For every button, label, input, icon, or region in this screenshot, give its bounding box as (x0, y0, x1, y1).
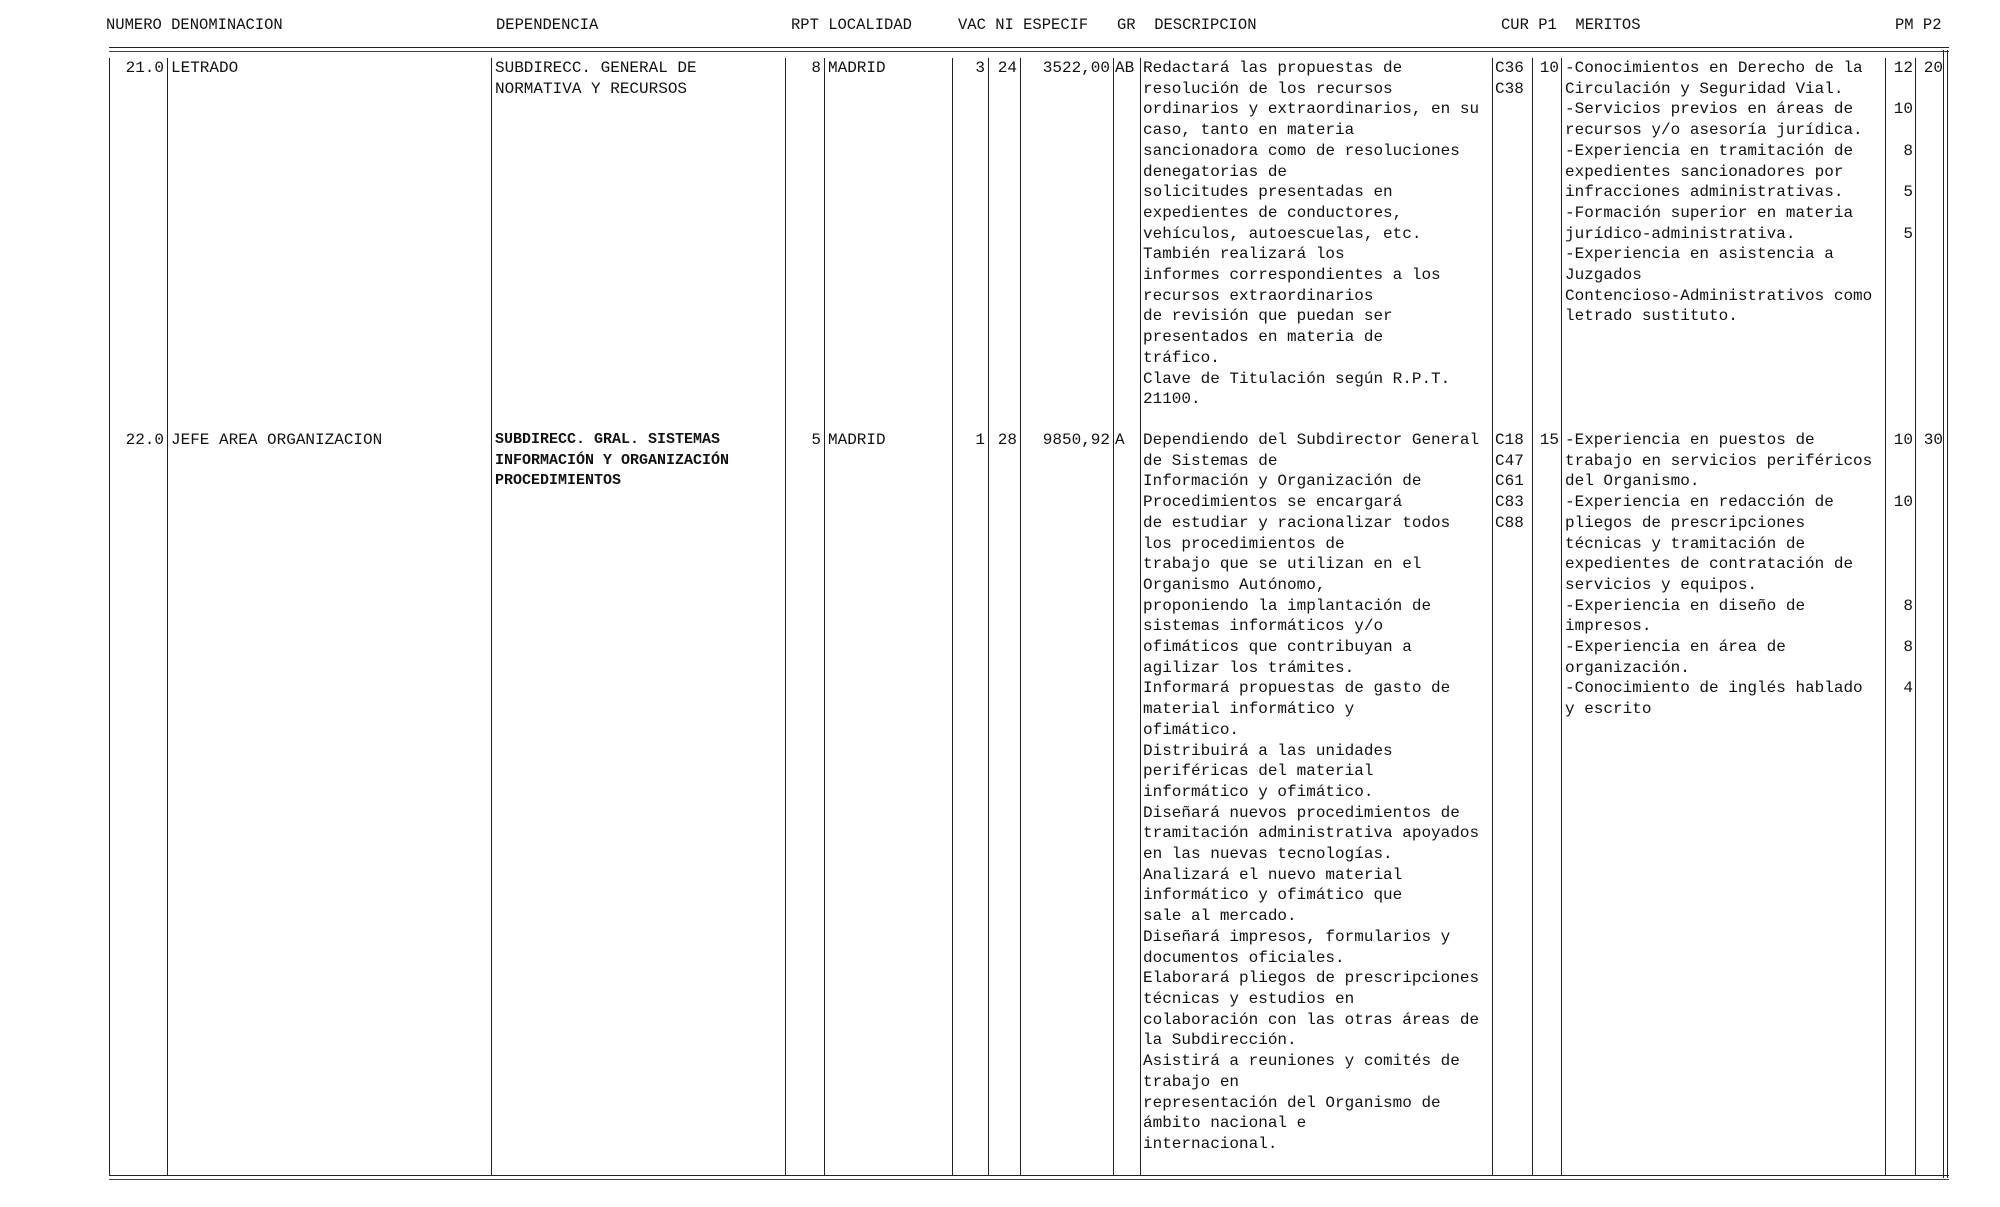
localidad-cell: MADRID (824, 430, 952, 1175)
pm-cell: 12 10 8 5 5 (1885, 58, 1915, 430)
header-cur-p1-meritos: CUR P1 MERITOS (1501, 16, 1641, 34)
localidad-cell: MADRID (824, 58, 952, 430)
denominacion-cell: LETRADO (167, 58, 491, 430)
especif-cell: 3522,00 (1020, 58, 1113, 430)
header-rpt-localidad: RPT LOCALIDAD (791, 16, 912, 34)
header-rule (109, 47, 1949, 48)
header-gr-descripcion: GR DESCRIPCION (1117, 16, 1257, 34)
dependencia-cell: SUBDIRECC. GENERAL DE NORMATIVA Y RECURSOS (491, 58, 785, 430)
rpt-cell: 5 (785, 430, 824, 1175)
vac-cell: 3 (952, 58, 988, 430)
descripcion-cell: Dependiendo del Subdirector General de Sistemas de Información y Organización de Procedimientos se encargará de estudiar y racionalizar todos los procedimientos de trabajo que se utilizan en el Organismo Autónomo, proponiendo la implantación de sistemas informáticos y/o ofimáticos que contribuyan a agilizar los trámites. Informará propuestas de gasto de material informático y ofimático. Distribuirá a las unidades periféricas del material informático y ofimático. Diseñará nuevos procedimientos de tramitación administrativa apoyados en las nuevas tecnologías. Analizará el nuevo material informático y ofimático que sale al mercado. Diseñará impresos, formularios y documentos oficiales. Elaborará pliegos de prescripciones técnicas y estudios en colaboración con las otras áreas de la Subdirección. Asistirá a reuniones y comités de trabajo en representación del Organismo de ámbito nacional e internacional. (1140, 430, 1492, 1175)
p2-cell: 20 (1915, 58, 1945, 430)
p2-cell: 30 (1915, 430, 1945, 1175)
header-vac-ni-especif: VAC NI ESPECIF (958, 16, 1089, 34)
header-pm-p2: PM P2 (1895, 16, 1942, 34)
p1-cell: 10 (1532, 58, 1561, 430)
header-dependencia: DEPENDENCIA (496, 16, 599, 34)
table-row (0, 58, 2000, 430)
p1-cell: 15 (1532, 430, 1561, 1175)
descripcion-cell: Redactará las propuestas de resolución de los recursos ordinarios y extraordinarios, en su caso, tanto en materia sancionadora como de resoluciones denegatorias de solicitudes presentadas en expedientes de conductores, vehículos, autoescuelas, etc. También realizará los informes correspondientes a los recursos extraordinarios de revisión que puedan ser presentados en materia de tráfico. Clave de Titulación según R.P.T. 21100. (1140, 58, 1492, 430)
cur-cell: C18 C47 C61 C83 C88 (1492, 430, 1532, 1175)
denominacion-cell: JEFE AREA ORGANIZACION (167, 430, 491, 1175)
ni-cell: 24 (988, 58, 1020, 430)
cur-cell: C36 C38 (1492, 58, 1532, 430)
gr-cell: A (1113, 430, 1140, 1175)
dependencia-cell: SUBDIRECC. GRAL. SISTEMAS INFORMACIÓN Y ORGANIZACIÓN PROCEDIMIENTOS (491, 430, 785, 1175)
header-rule-inner (109, 51, 1949, 52)
footer-rule (109, 1175, 1949, 1176)
gr-cell: AB (1113, 58, 1140, 430)
meritos-cell: -Conocimientos en Derecho de la Circulación y Seguridad Vial. -Servicios previos en áreas de recursos y/o asesoría jurídica. -Experiencia en tramitación de expedientes sancionadores por infracciones administrativas. -Formación superior en materia jurídico-administrativa. -Experiencia en asistencia a Juzgados Contencioso-Administrativos como letrado sustituto. (1561, 58, 1885, 430)
footer-rule-inner (109, 1179, 1949, 1180)
table-row (0, 430, 2000, 1175)
especif-cell: 9850,92 (1020, 430, 1113, 1175)
rpt-cell: 8 (785, 58, 824, 430)
header-numero-denominacion: NUMERO DENOMINACION (106, 16, 283, 34)
meritos-cell: -Experiencia en puestos de trabajo en servicios periféricos del Organismo. -Experiencia en redacción de pliegos de prescripciones técnicas y tramitación de expedientes de contratación de servicios y equipos. -Experiencia en diseño de impresos. -Experiencia en área de organización. -Conocimiento de inglés hablado y escrito (1561, 430, 1885, 1175)
pm-cell: 10 10 8 8 4 (1885, 430, 1915, 1175)
ni-cell: 28 (988, 430, 1020, 1175)
table-right-border (1943, 50, 1948, 1178)
numero-cell: 21.0 (109, 58, 167, 430)
vac-cell: 1 (952, 430, 988, 1175)
numero-cell: 22.0 (109, 430, 167, 1175)
